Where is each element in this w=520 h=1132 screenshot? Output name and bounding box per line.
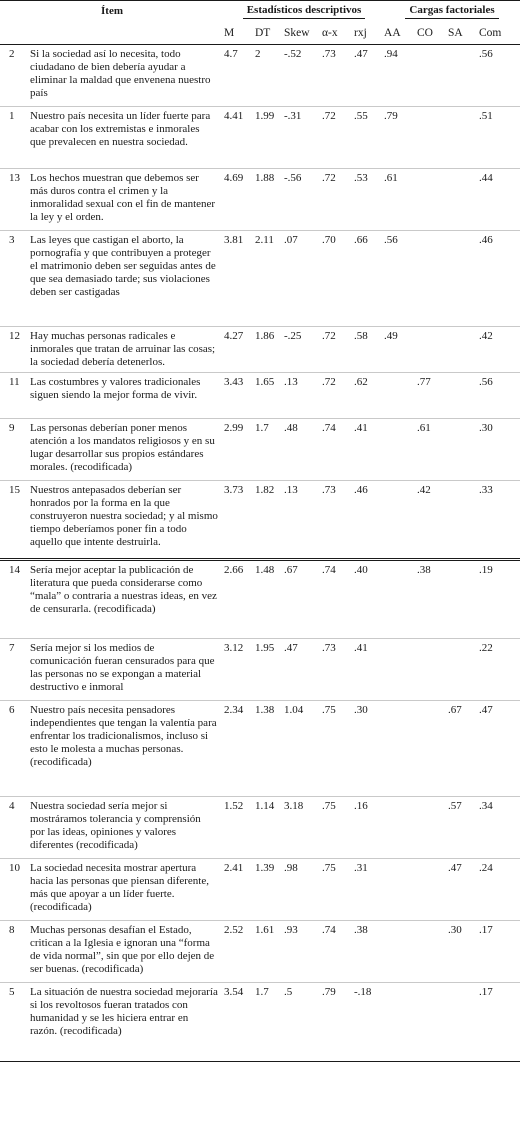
item-text: Muchas personas desafían el Estado, critican a la Iglesia e ignoran una “forma de vida normal”, sin que por ello dejen de ser buenas. (recodificada): [30, 921, 224, 983]
item-text: Las costumbres y valores tradicionales siguen siendo la mejor forma de vivir.: [30, 373, 224, 419]
cell-alpha-x: .72: [322, 327, 354, 373]
item-text: La situación de nuestra sociedad mejoraría si los revoltosos fueran tratados con humanidad y se les hiciera entrar en razón. (recodificada): [30, 983, 224, 1062]
cell-com: .30: [479, 419, 520, 481]
cell-co: [417, 859, 448, 921]
cell-skew: -.56: [284, 169, 322, 231]
cell-rxj: .41: [354, 639, 384, 701]
cell-rxj: .40: [354, 560, 384, 639]
cell-dt: 1.82: [255, 481, 284, 560]
cell-m: 2.41: [224, 859, 255, 921]
cell-alpha-x: .73: [322, 481, 354, 560]
cell-co: [417, 797, 448, 859]
cell-com: .47: [479, 701, 520, 797]
cell-com: .33: [479, 481, 520, 560]
table-row: [0, 373, 520, 419]
cell-skew: -.31: [284, 107, 322, 169]
cell-aa: .79: [384, 107, 417, 169]
cell-alpha-x: .74: [322, 921, 354, 983]
item-text: Las personas deberían poner menos atención a los mandatos religiosos y en su lugar desarrollar sus propios estándares morales. (recodificada): [30, 419, 224, 481]
cell-co: [417, 327, 448, 373]
item-text: Sería mejor aceptar la publicación de literatura que pueda considerarse como “mala” o contraria a nuestras ideas, en vez de censurarla. (recodificada): [30, 560, 224, 639]
cell-alpha-x: .75: [322, 701, 354, 797]
cell-co: [417, 45, 448, 107]
cell-skew: .13: [284, 481, 322, 560]
item-number: 14: [0, 560, 30, 639]
table-row: [0, 45, 520, 107]
cell-co: .61: [417, 419, 448, 481]
cell-dt: 2.11: [255, 231, 284, 327]
cell-m: 3.73: [224, 481, 255, 560]
descriptive-stats-label: Estadísticos descriptivos: [243, 4, 366, 19]
col-header-skew: Skew: [284, 26, 310, 39]
item-text: Los hechos muestran que debemos ser más duros contra el crimen y la inmoralidad sexual con el fin de mantener la ley y el orden.: [30, 169, 224, 231]
cell-rxj: .55: [354, 107, 384, 169]
cell-skew: .67: [284, 560, 322, 639]
cell-alpha-x: .79: [322, 983, 354, 1062]
cell-aa: [384, 560, 417, 639]
cell-dt: 1.39: [255, 859, 284, 921]
item-text: Las leyes que castigan el aborto, la pornografía y que contribuyen a proteger el matrimonio deben ser seguidas antes de que sea demasiado tarde; sus violaciones deben ser castigadas: [30, 231, 224, 327]
cell-m: 1.52: [224, 797, 255, 859]
cell-alpha-x: .74: [322, 419, 354, 481]
item-number: 2: [0, 45, 30, 107]
cell-dt: 1.95: [255, 639, 284, 701]
cell-aa: [384, 373, 417, 419]
cell-rxj: .62: [354, 373, 384, 419]
col-header-dt: DT: [255, 26, 271, 39]
cell-m: 4.41: [224, 107, 255, 169]
cell-dt: 1.38: [255, 701, 284, 797]
cell-skew: .07: [284, 231, 322, 327]
cell-dt: 1.7: [255, 419, 284, 481]
table-body: [0, 45, 520, 1062]
cell-sa: [448, 481, 479, 560]
item-text: Hay muchas personas radicales e inmorales que tratan de arruinar las cosas; la sociedad debería detenerlos.: [30, 327, 224, 373]
cell-co: [417, 701, 448, 797]
item-number: 12: [0, 327, 30, 373]
cell-m: 4.69: [224, 169, 255, 231]
cell-com: .56: [479, 373, 520, 419]
cell-alpha-x: .75: [322, 797, 354, 859]
cell-dt: 1.86: [255, 327, 284, 373]
cell-sa: .67: [448, 701, 479, 797]
factor-loadings-header: [384, 1, 520, 23]
cell-rxj: .31: [354, 859, 384, 921]
item-number: 4: [0, 797, 30, 859]
cell-com: .51: [479, 107, 520, 169]
cell-dt: 2: [255, 45, 284, 107]
cell-m: 4.27: [224, 327, 255, 373]
cell-rxj: .41: [354, 419, 384, 481]
cell-co: .42: [417, 481, 448, 560]
cell-sa: [448, 327, 479, 373]
cell-com: .17: [479, 983, 520, 1062]
cell-aa: [384, 481, 417, 560]
cell-m: 3.81: [224, 231, 255, 327]
item-text: Nuestro país necesita un líder fuerte para acabar con los extremistas e inmorales que prevalecen en nuestra sociedad.: [30, 107, 224, 169]
cell-skew: .98: [284, 859, 322, 921]
table-row: [0, 859, 520, 921]
cell-rxj: .16: [354, 797, 384, 859]
cell-co: [417, 231, 448, 327]
cell-rxj: .47: [354, 45, 384, 107]
cell-rxj: .53: [354, 169, 384, 231]
cell-skew: -.52: [284, 45, 322, 107]
table-row: [0, 231, 520, 327]
cell-co: [417, 107, 448, 169]
cell-sa: [448, 45, 479, 107]
cell-com: .44: [479, 169, 520, 231]
cell-alpha-x: .70: [322, 231, 354, 327]
cell-dt: 1.61: [255, 921, 284, 983]
cell-com: .19: [479, 560, 520, 639]
cell-rxj: .38: [354, 921, 384, 983]
item-text: Nuestros antepasados deberían ser honrados por la forma en la que construyeron nuestra sociedad; y al mismo tiempo deberíamos poner fin a todo aquello que intente destruirla.: [30, 481, 224, 560]
item-number: 3: [0, 231, 30, 327]
cell-dt: 1.7: [255, 983, 284, 1062]
item-column-header: Ítem: [101, 5, 123, 17]
table-row: [0, 701, 520, 797]
item-text: Nuestro país necesita pensadores independientes que tengan la valentía para enfrentar los tradicionalismos, incluso si esto le molesta a muchas personas. (recodificada): [30, 701, 224, 797]
cell-alpha-x: .72: [322, 169, 354, 231]
cell-rxj: .66: [354, 231, 384, 327]
table-row: [0, 481, 520, 560]
col-header-com: Com: [479, 26, 502, 39]
cell-rxj: .58: [354, 327, 384, 373]
item-number: 8: [0, 921, 30, 983]
item-text: Sería mejor si los medios de comunicación fueran censurados para que las personas no se expongan a material destructivo e inmoral: [30, 639, 224, 701]
item-text: Nuestra sociedad sería mejor si mostráramos tolerancia y comprensión por las ideas, opiniones y valores diferentes (recodificada): [30, 797, 224, 859]
table-row: [0, 639, 520, 701]
descriptive-stats-header: [224, 1, 384, 23]
table-row: [0, 327, 520, 373]
cell-m: 2.52: [224, 921, 255, 983]
cell-dt: 1.88: [255, 169, 284, 231]
cell-com: .22: [479, 639, 520, 701]
cell-co: .77: [417, 373, 448, 419]
cell-m: 2.99: [224, 419, 255, 481]
cell-alpha-x: .74: [322, 560, 354, 639]
cell-sa: [448, 419, 479, 481]
cell-sa: .47: [448, 859, 479, 921]
cell-com: .34: [479, 797, 520, 859]
cell-dt: 1.99: [255, 107, 284, 169]
cell-aa: .94: [384, 45, 417, 107]
cell-sa: [448, 983, 479, 1062]
factor-loadings-label: Cargas factoriales: [405, 4, 498, 19]
col-header-alpha-x: α-x: [322, 26, 338, 39]
item-number: 1: [0, 107, 30, 169]
cell-aa: [384, 859, 417, 921]
cell-sa: [448, 639, 479, 701]
cell-co: [417, 169, 448, 231]
cell-skew: 1.04: [284, 701, 322, 797]
header-group-row: [0, 1, 520, 23]
cell-aa: .56: [384, 231, 417, 327]
cell-skew: -.25: [284, 327, 322, 373]
cell-alpha-x: .73: [322, 45, 354, 107]
cell-aa: [384, 983, 417, 1062]
cell-skew: .93: [284, 921, 322, 983]
item-text: La sociedad necesita mostrar apertura hacia las personas que piensan diferente, más que apoyar a un líder fuerte. (recodificada): [30, 859, 224, 921]
cell-m: 2.34: [224, 701, 255, 797]
cell-aa: [384, 701, 417, 797]
cell-alpha-x: .72: [322, 373, 354, 419]
table-row: [0, 983, 520, 1062]
table-row: [0, 419, 520, 481]
cell-rxj: -.18: [354, 983, 384, 1062]
cell-skew: .47: [284, 639, 322, 701]
cell-sa: [448, 107, 479, 169]
cell-co: [417, 639, 448, 701]
table-row: [0, 797, 520, 859]
cell-co: [417, 921, 448, 983]
cell-com: .56: [479, 45, 520, 107]
col-header-sa: SA: [448, 26, 463, 39]
cell-aa: [384, 921, 417, 983]
cell-skew: .13: [284, 373, 322, 419]
cell-sa: [448, 560, 479, 639]
cell-alpha-x: .72: [322, 107, 354, 169]
item-number: 15: [0, 481, 30, 560]
cell-sa: [448, 169, 479, 231]
cell-m: 3.12: [224, 639, 255, 701]
cell-skew: .5: [284, 983, 322, 1062]
cell-aa: [384, 797, 417, 859]
item-text: Si la sociedad así lo necesita, todo ciudadano de bien debería ayudar a eliminar la maldad que envenena nuestro país: [30, 45, 224, 107]
cell-rxj: .30: [354, 701, 384, 797]
cell-dt: 1.65: [255, 373, 284, 419]
item-number: 7: [0, 639, 30, 701]
cell-com: .24: [479, 859, 520, 921]
cell-aa: [384, 639, 417, 701]
cell-com: .42: [479, 327, 520, 373]
cell-com: .17: [479, 921, 520, 983]
cell-m: 2.66: [224, 560, 255, 639]
item-number: 11: [0, 373, 30, 419]
cell-alpha-x: .75: [322, 859, 354, 921]
cell-m: 3.43: [224, 373, 255, 419]
table-row: [0, 169, 520, 231]
cell-skew: 3.18: [284, 797, 322, 859]
item-number: 9: [0, 419, 30, 481]
cell-rxj: .46: [354, 481, 384, 560]
cell-aa: .61: [384, 169, 417, 231]
cell-aa: .49: [384, 327, 417, 373]
table-row: [0, 921, 520, 983]
cell-dt: 1.48: [255, 560, 284, 639]
item-number: 10: [0, 859, 30, 921]
item-number: 6: [0, 701, 30, 797]
cell-m: 3.54: [224, 983, 255, 1062]
cell-sa: .57: [448, 797, 479, 859]
table-row: [0, 107, 520, 169]
table-row: [0, 560, 520, 639]
cell-sa: [448, 373, 479, 419]
cell-m: 4.7: [224, 45, 255, 107]
col-header-m: M: [224, 26, 235, 39]
cell-sa: .30: [448, 921, 479, 983]
col-header-rxj: rxj: [354, 26, 367, 39]
item-number: 5: [0, 983, 30, 1062]
cell-co: [417, 983, 448, 1062]
cell-co: .38: [417, 560, 448, 639]
cell-com: .46: [479, 231, 520, 327]
cell-skew: .48: [284, 419, 322, 481]
cell-aa: [384, 419, 417, 481]
col-header-co: CO: [417, 26, 433, 39]
col-header-aa: AA: [384, 26, 401, 39]
cell-alpha-x: .73: [322, 639, 354, 701]
cell-sa: [448, 231, 479, 327]
item-number: 13: [0, 169, 30, 231]
cell-dt: 1.14: [255, 797, 284, 859]
